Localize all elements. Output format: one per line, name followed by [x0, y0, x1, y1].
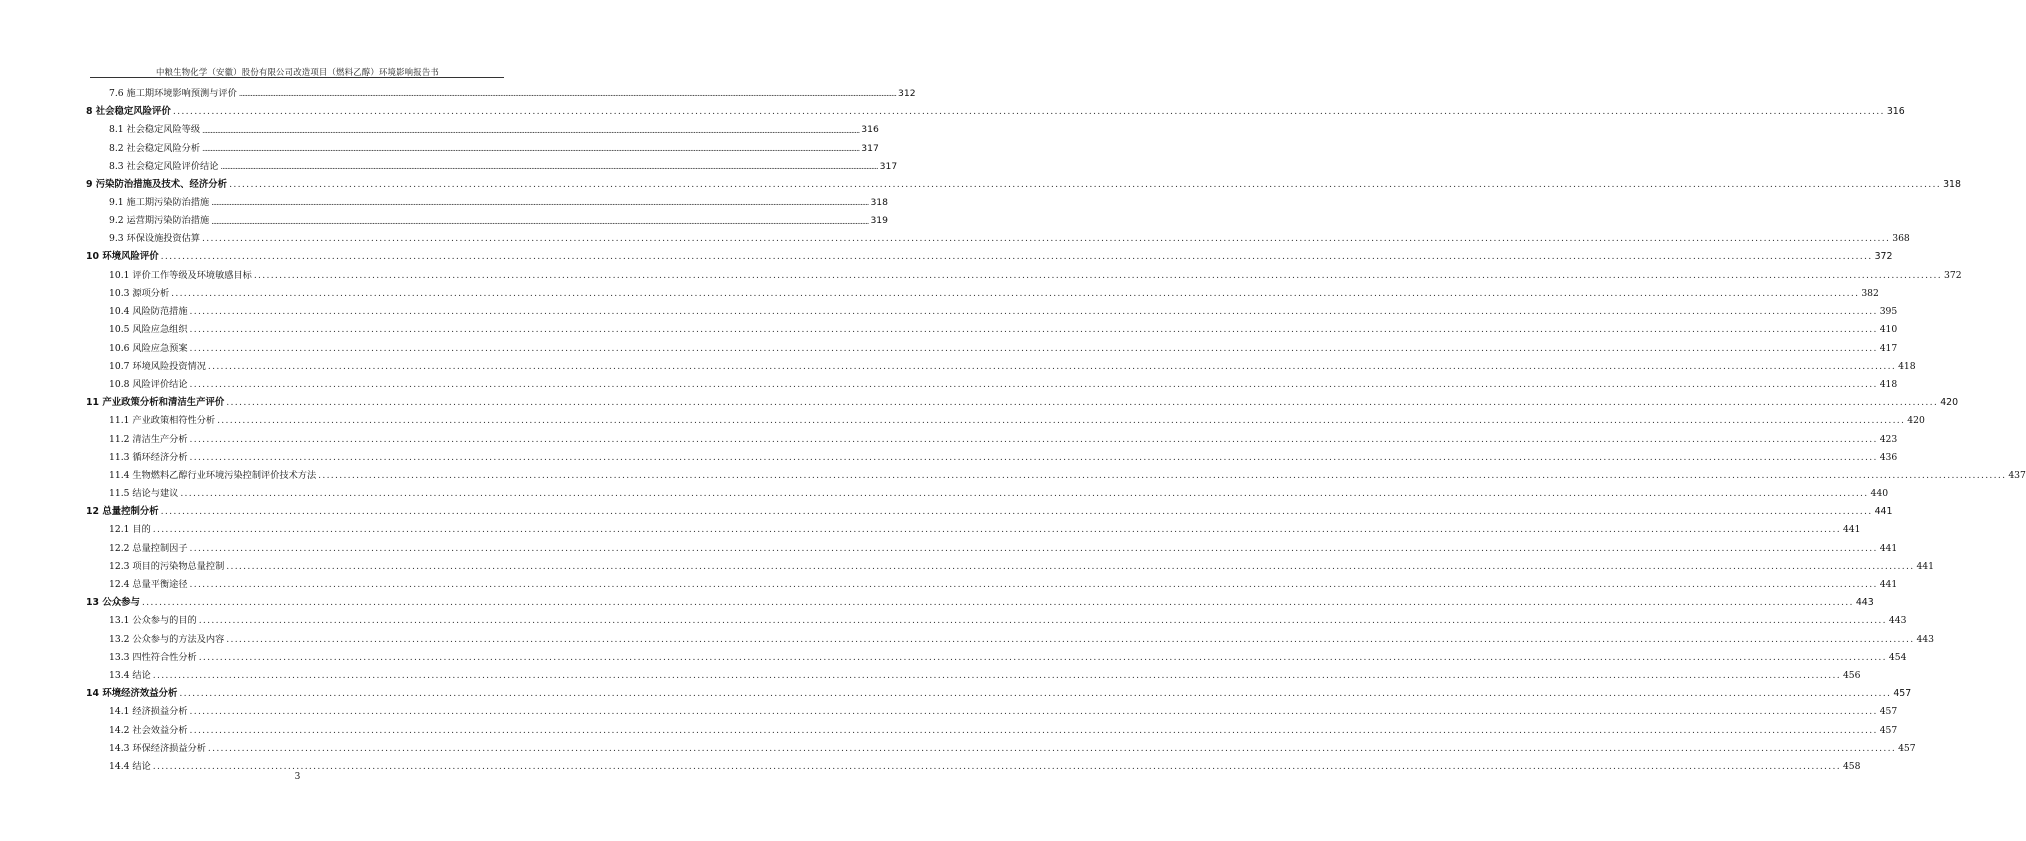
toc-entry-title: 经济损益分析	[132, 706, 188, 718]
toc-section-entry[interactable]	[86, 228, 1910, 246]
toc-entry-title: 产业政策分析和清洁生产评价	[102, 396, 225, 408]
toc-entry-page: 441	[1874, 506, 1893, 518]
dot-leader: ................................................................................................................................................................................................................................................................................................................................................................................................................	[189, 378, 1878, 390]
toc-entry-number: 12.3	[109, 560, 133, 572]
toc-entry-title: 运营期污染防治措施	[126, 215, 210, 227]
toc-entry-title: 评价工作等级及环境敏感目标	[132, 269, 252, 281]
toc-section-entry[interactable]	[86, 191, 888, 209]
toc-entry-title: 环保经济损益分析	[132, 742, 206, 754]
toc-entry-number: 9	[86, 178, 96, 190]
toc-entry-page: 395	[1879, 306, 1898, 318]
dot-leader: ................................................................................................................................................................................................................................................................................................................................................................................................................	[180, 488, 1869, 500]
toc-entry-title: 社会稳定风险评价结论	[126, 160, 219, 172]
toc-entry-number: 10.6	[109, 342, 133, 354]
toc-entry-number: 11.5	[109, 488, 133, 500]
dot-leader: ................................................................................................................................................................................................................................................................................................................................................................................................................	[202, 125, 860, 135]
header-rule	[90, 77, 504, 78]
toc-entry-number: 10.4	[109, 306, 133, 318]
toc-chapter-entry[interactable]	[86, 173, 1961, 191]
toc-entry-page: 457	[1898, 742, 1916, 754]
toc-entry-title: 项目的污染物总量控制	[132, 560, 225, 572]
toc-section-entry[interactable]	[86, 137, 879, 155]
toc-entry-page: 368	[1892, 233, 1910, 245]
toc-entry-title: 施工期污染防治措施	[126, 197, 210, 209]
toc-entry-page: 418	[1879, 378, 1898, 390]
dot-leader: ................................................................................................................................................................................................................................................................................................................................................................................................................	[189, 324, 1878, 336]
toc-entry-number: 14.1	[109, 706, 133, 718]
toc-entry-page: 436	[1879, 451, 1898, 463]
toc-chapter-entry[interactable]	[86, 391, 1959, 409]
toc-section-entry[interactable]	[86, 446, 1898, 464]
toc-section-entry[interactable]	[86, 318, 1898, 336]
toc-entry-title: 总量平衡途径	[132, 579, 188, 591]
toc-entry-page: 443	[1916, 633, 1934, 645]
toc-entry-page: 441	[1879, 542, 1898, 554]
toc-section-entry[interactable]	[86, 155, 898, 173]
toc-entry-page: 457	[1893, 687, 1912, 699]
toc-entry-title: 循环经济分析	[132, 451, 188, 463]
toc-section-entry[interactable]	[86, 118, 879, 136]
dot-leader: ................................................................................................................................................................................................................................................................................................................................................................................................................	[253, 269, 1942, 281]
toc-entry-page: 423	[1879, 433, 1898, 445]
toc-entry-number: 12	[86, 506, 103, 518]
dot-leader: ................................................................................................................................................................................................................................................................................................................................................................................................................	[202, 233, 1891, 245]
toc-entry-page: 382	[1861, 288, 1879, 300]
toc-entry-number: 13.3	[109, 651, 133, 663]
toc-entry-page: 319	[870, 215, 888, 227]
toc-section-entry[interactable]	[86, 282, 1879, 300]
toc-entry-number: 12.1	[109, 524, 133, 536]
dot-leader: ................................................................................................................................................................................................................................................................................................................................................................................................................	[229, 178, 1942, 190]
toc-entry-title: 总量控制分析	[102, 506, 159, 518]
toc-section-entry[interactable]	[86, 482, 1889, 500]
toc-entry-title: 产业政策相符性分析	[132, 415, 216, 427]
toc-entry-title: 环境风险评价	[102, 251, 159, 263]
toc-entry-title: 结论	[132, 669, 151, 681]
dot-leader: ................................................................................................................................................................................................................................................................................................................................................................................................................	[179, 687, 1892, 699]
toc-entry-number: 9.1	[109, 197, 127, 209]
toc-entry-number: 10.8	[109, 378, 133, 390]
dot-leader: ................................................................................................................................................................................................................................................................................................................................................................................................................	[207, 742, 1897, 754]
dot-leader: ................................................................................................................................................................................................................................................................................................................................................................................................................	[171, 288, 1860, 300]
toc-entry-title: 环境风险投资情况	[132, 360, 206, 372]
toc-entry-title: 社会稳定风险分析	[126, 142, 201, 154]
toc-entry-page: 441	[1842, 524, 1861, 536]
toc-entry-number: 10.3	[109, 288, 133, 300]
dot-leader: ................................................................................................................................................................................................................................................................................................................................................................................................................	[217, 415, 1906, 427]
toc-entry-page: 441	[1879, 579, 1898, 591]
toc-section-entry[interactable]	[86, 700, 1898, 718]
toc-entry-page: 456	[1842, 669, 1861, 681]
toc-entry-title: 总量控制因子	[132, 542, 188, 554]
dot-leader: ................................................................................................................................................................................................................................................................................................................................................................................................................	[226, 396, 1939, 408]
toc-section-entry[interactable]	[86, 337, 1898, 355]
toc-entry-title: 生物燃料乙醇行业环境污染控制评价技术方法	[132, 469, 317, 481]
toc-entry-page: 443	[1855, 597, 1874, 609]
toc-entry-number: 13.2	[109, 633, 133, 645]
toc-entry-title: 源项分析	[132, 288, 170, 300]
toc-entry-title: 清洁生产分析	[132, 433, 188, 445]
toc-entry-page: 316	[1886, 105, 1905, 117]
toc-entry-number: 8.3	[109, 160, 127, 172]
toc-entry-page: 318	[1943, 178, 1961, 190]
toc-chapter-entry[interactable]	[86, 246, 1893, 264]
toc-entry-title: 污染防治措施及技术、经济分析	[95, 178, 228, 190]
toc-entry-title: 社会效益分析	[132, 724, 188, 736]
dot-leader: ................................................................................................................................................................................................................................................................................................................................................................................................................	[189, 724, 1878, 736]
toc-entry-page: 316	[861, 124, 879, 136]
toc-entry-number: 11	[86, 396, 103, 408]
toc-entry-page: 418	[1898, 360, 1916, 372]
dot-leader: ................................................................................................................................................................................................................................................................................................................................................................................................................	[172, 105, 1885, 117]
toc-section-entry[interactable]	[86, 609, 1907, 627]
toc-entry-title: 结论与建议	[132, 488, 179, 500]
dot-leader: ................................................................................................................................................................................................................................................................................................................................................................................................................	[189, 542, 1878, 554]
toc-entry-page: 372	[1874, 251, 1893, 263]
toc-section-entry[interactable]	[86, 555, 1934, 573]
toc-entry-page: 457	[1879, 706, 1898, 718]
dot-leader: ................................................................................................................................................................................................................................................................................................................................................................................................................	[220, 161, 878, 171]
dot-leader: ................................................................................................................................................................................................................................................................................................................................................................................................................	[189, 706, 1878, 718]
toc-entry-page: 410	[1879, 324, 1898, 336]
toc-entry-title: 结论	[132, 760, 151, 772]
dot-leader: ................................................................................................................................................................................................................................................................................................................................................................................................................	[202, 143, 860, 153]
dot-leader: ................................................................................................................................................................................................................................................................................................................................................................................................................	[160, 506, 1873, 518]
toc-entry-title: 社会稳定风险评价	[95, 105, 171, 117]
toc-entry-number: 14.2	[109, 724, 133, 736]
toc-chapter-entry[interactable]	[86, 500, 1893, 518]
toc-entry-title: 四性符合性分析	[132, 651, 197, 663]
toc-section-entry[interactable]	[86, 646, 1907, 664]
toc-section-entry[interactable]	[86, 409, 1925, 427]
toc-entry-title: 环保设施投资估算	[126, 233, 201, 245]
dot-leader: ................................................................................................................................................................................................................................................................................................................................................................................................................	[211, 198, 869, 208]
toc-entry-title: 风险防范措施	[132, 306, 188, 318]
toc-section-entry[interactable]	[86, 719, 1898, 737]
dot-leader: ................................................................................................................................................................................................................................................................................................................................................................................................................	[226, 633, 1915, 645]
toc-entry-number: 14	[86, 687, 103, 699]
toc-chapter-entry[interactable]	[86, 682, 1912, 700]
toc-entry-number: 11.2	[109, 433, 133, 445]
toc-section-entry[interactable]	[86, 300, 1898, 318]
dot-leader: ................................................................................................................................................................................................................................................................................................................................................................................................................	[189, 579, 1878, 591]
toc-entry-number: 11.3	[109, 451, 133, 463]
toc-section-entry[interactable]	[86, 664, 1861, 682]
toc-entry-title: 风险应急预案	[132, 342, 188, 354]
toc-entry-page: 372	[1944, 269, 1962, 281]
toc-section-entry[interactable]	[86, 82, 916, 100]
toc-entry-page: 441	[1916, 560, 1934, 572]
dot-leader: ................................................................................................................................................................................................................................................................................................................................................................................................................	[152, 760, 1841, 772]
toc-section-entry[interactable]	[86, 755, 1861, 773]
toc-entry-page: 454	[1888, 651, 1907, 663]
toc-entry-title: 社会稳定风险等级	[126, 124, 201, 136]
toc-entry-number: 13	[86, 597, 103, 609]
toc-entry-page: 312	[898, 87, 916, 99]
toc-entry-number: 8.2	[109, 142, 127, 154]
toc-entry-number: 7.6	[109, 87, 127, 99]
toc-section-entry[interactable]	[86, 209, 888, 227]
toc-entry-page: 420	[1907, 415, 1925, 427]
toc-entry-number: 13.4	[109, 669, 133, 681]
toc-section-entry[interactable]	[86, 519, 1861, 537]
toc-section-entry[interactable]	[86, 537, 1898, 555]
toc-entry-page: 420	[1940, 396, 1959, 408]
dot-leader: ................................................................................................................................................................................................................................................................................................................................................................................................................	[226, 560, 1915, 572]
toc-entry-number: 8.1	[109, 124, 127, 136]
toc-entry-page: 437	[2008, 469, 2026, 481]
toc-entry-number: 11.4	[109, 469, 133, 481]
dot-leader: ................................................................................................................................................................................................................................................................................................................................................................................................................	[152, 669, 1841, 681]
dot-leader: ................................................................................................................................................................................................................................................................................................................................................................................................................	[318, 469, 2007, 481]
toc-entry-title: 环境经济效益分析	[102, 687, 178, 699]
toc-section-entry[interactable]	[86, 464, 2026, 482]
toc-entry-page: 318	[870, 197, 888, 209]
toc-entry-page: 458	[1842, 760, 1861, 772]
dot-leader: ................................................................................................................................................................................................................................................................................................................................................................................................................	[198, 651, 1887, 663]
dot-leader: ................................................................................................................................................................................................................................................................................................................................................................................................................	[141, 597, 1854, 609]
toc-section-entry[interactable]	[86, 573, 1898, 591]
toc-entry-number: 14.3	[109, 742, 133, 754]
toc-entry-number: 12.4	[109, 579, 133, 591]
dot-leader: ................................................................................................................................................................................................................................................................................................................................................................................................................	[211, 216, 869, 226]
toc-entry-number: 12.2	[109, 542, 133, 554]
toc-entry-number: 8	[86, 105, 96, 117]
dot-leader: ................................................................................................................................................................................................................................................................................................................................................................................................................	[160, 251, 1873, 263]
toc-entry-title: 公众参与	[102, 597, 140, 609]
toc-entry-number: 10	[86, 251, 103, 263]
table-of-contents	[86, 82, 2026, 773]
toc-section-entry[interactable]	[86, 428, 1898, 446]
toc-entry-page: 317	[861, 142, 879, 154]
toc-entry-title: 施工期环境影响预测与评价	[126, 87, 237, 99]
toc-entry-title: 公众参与的方法及内容	[132, 633, 225, 645]
toc-section-entry[interactable]	[86, 737, 1916, 755]
toc-entry-number: 10.7	[109, 360, 133, 372]
toc-entry-title: 风险评价结论	[132, 378, 188, 390]
toc-entry-page: 317	[879, 160, 898, 172]
dot-leader: ................................................................................................................................................................................................................................................................................................................................................................................................................	[152, 524, 1841, 536]
toc-entry-page: 440	[1870, 488, 1889, 500]
toc-entry-title: 风险应急组织	[132, 324, 188, 336]
toc-entry-number: 11.1	[109, 415, 133, 427]
dot-leader: ................................................................................................................................................................................................................................................................................................................................................................................................................	[198, 615, 1887, 627]
toc-section-entry[interactable]	[86, 628, 1934, 646]
dot-leader: ................................................................................................................................................................................................................................................................................................................................................................................................................	[189, 306, 1878, 318]
page-number: 3	[294, 772, 301, 782]
dot-leader: ................................................................................................................................................................................................................................................................................................................................................................................................................	[189, 451, 1878, 463]
toc-section-entry[interactable]	[86, 264, 1962, 282]
toc-entry-number: 10.5	[109, 324, 133, 336]
toc-chapter-entry[interactable]	[86, 100, 1905, 118]
toc-section-entry[interactable]	[86, 355, 1916, 373]
toc-section-entry[interactable]	[86, 373, 1898, 391]
toc-entry-title: 公众参与的目的	[132, 615, 197, 627]
dot-leader: ................................................................................................................................................................................................................................................................................................................................................................................................................	[189, 342, 1878, 354]
dot-leader: ................................................................................................................................................................................................................................................................................................................................................................................................................	[189, 433, 1878, 445]
toc-entry-number: 10.1	[109, 269, 133, 281]
dot-leader: ................................................................................................................................................................................................................................................................................................................................................................................................................	[207, 360, 1897, 372]
toc-entry-page: 457	[1879, 724, 1898, 736]
toc-entry-number: 9.2	[109, 215, 127, 227]
running-header: 中粮生物化学（安徽）股份有限公司改造项目（燃料乙醇）环境影响报告书	[156, 67, 439, 77]
toc-entry-number: 9.3	[109, 233, 127, 245]
toc-entry-number: 13.1	[109, 615, 133, 627]
toc-entry-title: 目的	[132, 524, 151, 536]
toc-entry-page: 443	[1888, 615, 1907, 627]
toc-entry-number: 14.4	[109, 760, 133, 772]
toc-entry-page: 417	[1879, 342, 1898, 354]
toc-chapter-entry[interactable]	[86, 591, 1874, 609]
dot-leader: ................................................................................................................................................................................................................................................................................................................................................................................................................	[238, 89, 896, 99]
